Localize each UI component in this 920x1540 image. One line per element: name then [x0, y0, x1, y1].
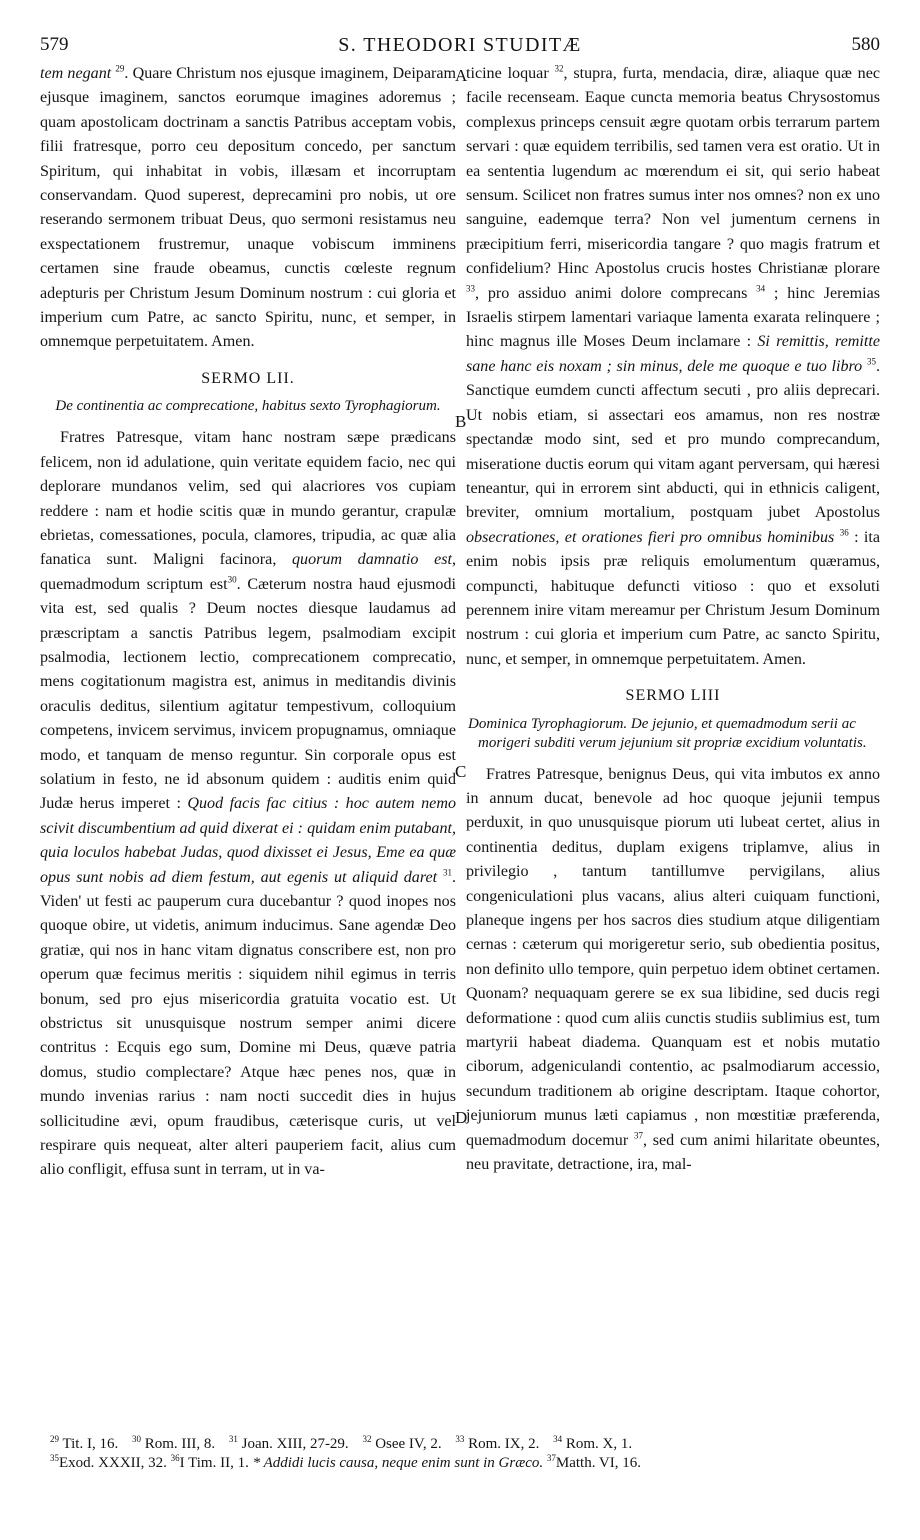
footnote-item [553, 1436, 632, 1452]
text-span: . Quare Christum nos ejusque imaginem, Deiparam ejusque imaginem, sanctos eorumque imagines adoremus ; quam apostolicam doctrinam a sanctis Patribus acceptam vobis, filii fratresque, porro ceu depositum concedo, per sanctum Spiritum, qui inhabitat in vobis, illæsam et incorruptam conservandam. Quod superest, deprecamini pro nobis, ut ore reserando sermonem tribuat Deus, quo sermoni resistamus neu exspectationem frustremur, unaque vobiscum imminens certamen sine fraude obeamus, cunctis cœleste regnum adepturis per Christum Jesum Dominum nostrum : cui gloria et imperium cum Patre, ac sancto Spiritu, nunc, et semper, in omnemque perpetuitatem. Amen. [40, 65, 456, 351]
text-span: Quod facis fac citius : hoc autem nemo scivit discumbentium ad quid dixerat ei : quidam enim putabant, quia loculos habebat Judas, quod dixisset ei Jesus, Eme ea quæ opus sunt nobis ad diem festum, aut egenis ut aliquid daret [40, 795, 456, 886]
running-title: S. THEODORI STUDITÆ [338, 34, 582, 56]
text-span: ; hinc Jeremias Israelis stirpem lamentari variaque lamenta exarata relinquere ; hinc magnus ille Moses Deum inclamare : [466, 284, 880, 351]
text-span: , pro assiduo animi dolore comprecans [475, 284, 748, 302]
text-span: ticine loquar [466, 65, 549, 82]
text-span: quorum damnatio est [291, 551, 452, 569]
text-span: Fratres Patresque, vitam hanc nostram sæpe prædicans felicem, non id adulatione, quin veritate equidem facio, nec qui deplorare mundanos velim, sed qui alacriores vos cupiam reddere : nam et hodie scitis quæ in mundo gerantur, crapulæ ebrietas, comessationes, pocula, clamores, tripudia, ac quæ alia fanatica sunt. Maligni facinora, [40, 429, 456, 569]
footnote-number: 34 [553, 1434, 563, 1444]
text-span: , sed cum animi hilaritate obeuntes, neu pravitate, detractione, ira, mal- [466, 1131, 880, 1174]
text-span: , stupra, furta, mendacia, diræ, aliaque quæ nec facile recenseam. Eaque cuncta memoria beatus Chrysostomus complexus princeps censuit ægre quotam orbis terrarum partem servari : quæ equidem terribilis, sed tamen vera est oratio. Ut in ea sententia lugendum ac mœrendum ei sit, qui serio habeat sensum. Scilicet non fratres sumus inter nos omnes? non ex uno sanguine, eademque terra? Non vel jumentum cernens in præcipitium ferri, misericordia tangare ? quo magis fratrum et confidelium? Hinc Apostolus crucis hostes Christianæ plorare [466, 65, 880, 278]
footnote-number: 36 [170, 1453, 180, 1463]
footnote-text: Joan. XIII, 27-29. [241, 1436, 349, 1452]
footnote-number: 29 [50, 1434, 59, 1444]
sermon-subtitle-liii: Dominica Tyrophagiorum. De jejunio, et quemadmodum serii ac morigeri subditi verum jejunium sit propriæ excidium voluntatis. [468, 715, 867, 751]
footnote-ref: 34 [756, 283, 766, 294]
page-number-left: 579 [40, 34, 69, 55]
text-span: tem negant [40, 65, 112, 82]
text-span: . Viden' ut festi ac pauperum cura ducebantur ? quod inopes nos quoque obire, ut videtis, animum inducimus. Sane agendæ Deo gratiæ, qui nos in hanc vitam dignatus conscribere est, non pro operum quæ fecimus meritis : siquidem nihil egimus in terris bonum, sed pro ejus misericordia gratuita vocatio est. Ut obstrictus sit unusquisque nostrum semper animi dicere contritus : Ecquis ego sum, Domine mi Deus, quæve patria domus, studio complectare? Atque hæc penes nos, quæ in mundo invenias rarius : nam nocti succedit dies in hujus sollicitudine ævi, opum fraudibus, cæterisque curis, ut vel respirare quis nequeat, alter alteri pauperiem facit, alius cum alio confligit, effusa sunt in terram, ut in va- [40, 868, 456, 1179]
text-span: : ita enim nobis ipsis præ reliquis emolumentum quæramus, compuncti, habituque defuncti vitioso : quo et exsoluti perennem inire vitam mereamur per Christum Jesum Dominum nostrum : cui gloria et imperium cum Patre, ac sancto Spiritu, nunc, et semper, in omnemque perpetuitatem. Amen. [466, 528, 881, 668]
sermon-title-liii: SERMO LIII [625, 687, 721, 705]
footnote-text: Exod. XXXII, 32. [59, 1455, 167, 1471]
footnote-text: Rom. X, 1. [565, 1436, 633, 1452]
right-column [466, 62, 880, 1177]
footnotes [50, 1435, 880, 1473]
text-span: obsecrationes, et orationes fieri pro omnibus hominibus [466, 528, 835, 546]
footnote-item [229, 1436, 349, 1452]
footnote-item [50, 1436, 118, 1452]
margin-letter-a: A [455, 66, 468, 85]
footnote-text: Tit. I, 16. [62, 1436, 119, 1452]
right-paragraph-2 [466, 763, 880, 1178]
footnote-line-2 [50, 1454, 880, 1473]
footnote-text: Osee IV, 2. [375, 1436, 442, 1452]
footnote-text: Matth. VI, 16. [555, 1455, 642, 1471]
footnote-item [362, 1436, 441, 1452]
margin-letter-b: B [455, 412, 467, 431]
footnote-number: 33 [455, 1434, 465, 1444]
footnote-ref: 30 [227, 574, 237, 585]
margin-letter-c: C [455, 762, 467, 781]
footnote-ref: 37 [633, 1130, 643, 1141]
footnote-number: 37 [546, 1453, 556, 1463]
footnote-text: I Tim. II, 1. [179, 1455, 249, 1471]
footnote-text: * Addidi lucis causa, neque enim sunt in Græco. [252, 1455, 544, 1471]
text-span: Si remittis, remitte sane hanc eis noxam ; sin minus, dele me quoque e tuo libro [466, 333, 880, 375]
footnote-ref: 33 [466, 283, 475, 294]
page-header [40, 34, 880, 62]
text-span: Fratres Patresque, benignus Deus, qui vita imbutos ex anno in annum ducat, benevole ad hoc quoque jejunii tempus perduxit, in quo unusquisque piorum uti lubeat certet, alius in continentia deditus, duplam exigens triplamve, alius in privilegio , tantum tantillumve pervigilans, alius congeniculationi plus vacans, alius alteri cuiquam functioni, planeque ingens per hos sacros dies studium atque diligentiam cernas : cæterum qui morigeretur serio, sub obedientia positus, non definito ullo tempore, quin perpetuo idem obtinet certamen. Quonam? nequaquam gerere se ex sua libidine, sed ducis regi deformatione : quod cum aliis cunctis studiis sublimius est, tum martyrii habeat diadema. Quanquam est et nobis mutatio ciborum, adgeniculandi contentio, ac psalmodiarum accessio, secundum traditionem ab origine descriptam. Itaque cohortor, jejuniorum munus læti capiamus , non mœstitiæ præferenda, quemadmodum docemur [466, 765, 880, 1149]
footnote-line-1 [50, 1435, 880, 1454]
footnote-ref: 31 [442, 867, 452, 878]
text-span: , quemadmodum scriptum est [40, 551, 456, 593]
footnote-text: Rom. III, 8. [144, 1436, 216, 1452]
footnote-number: 30 [131, 1434, 141, 1444]
text-span: . Sanctique eumdem cuncti affectum secuti , pro aliis deprecari. Ut nobis etiam, si assectari eos amamus, non res nostræ spectandæ modo sint, sed et pro mundo comprecandum, miseratione ductis eorum qui vitam agant perversam, qui hæresi teneantur, qui in errorem sint abducti, qui in ethnicis caligent, breviter, omnium mortalium, postquam jubet Apostolus [466, 357, 880, 522]
right-paragraph-1 [466, 62, 880, 672]
footnote-ref: 36 [839, 527, 849, 538]
page-number-right: 580 [851, 34, 880, 55]
footnote-number: 31 [228, 1434, 238, 1444]
footnote-item [455, 1436, 539, 1452]
footnote-number: 35 [50, 1453, 59, 1463]
sermon-title-lii: SERMO LII. [201, 369, 295, 387]
left-paragraph-2 [40, 426, 456, 1183]
footnote-text: Rom. IX, 2. [468, 1436, 540, 1452]
margin-letter-d: D [455, 1108, 468, 1127]
footnote-number: 32 [362, 1434, 372, 1444]
footnote-item [132, 1436, 215, 1452]
left-column [40, 62, 456, 1183]
footnote-ref: 35 [866, 356, 876, 367]
footnote-ref: 29 [115, 63, 125, 74]
left-paragraph-1 [40, 62, 456, 355]
footnote-ref: 32 [554, 63, 564, 74]
sermon-subtitle-lii: De continentia ac comprecatione, habitus sexto Tyrophagiorum. [55, 398, 441, 415]
text-span: . Cæterum nostra haud ejusmodi vita est, sed qualis ? Deum noctes diesque laudamus ad præscriptam a sanctis Patribus legem, psalmodiam excipit psalmodia, lectionem lectio, comprecationem comprecatio, mens cogitationum magistra est, animus in meditandis divinis oraculis deditus, silentium agitatur tempestivum, colloquium competens, invicem servimus, invicem propugnamus, omniaque modo, et tanquam de menso reguntur. Sin corporale opus est solatium in festo, ne id absonum quidem : auditis enim quid Judæ herus imperet : [40, 575, 457, 813]
